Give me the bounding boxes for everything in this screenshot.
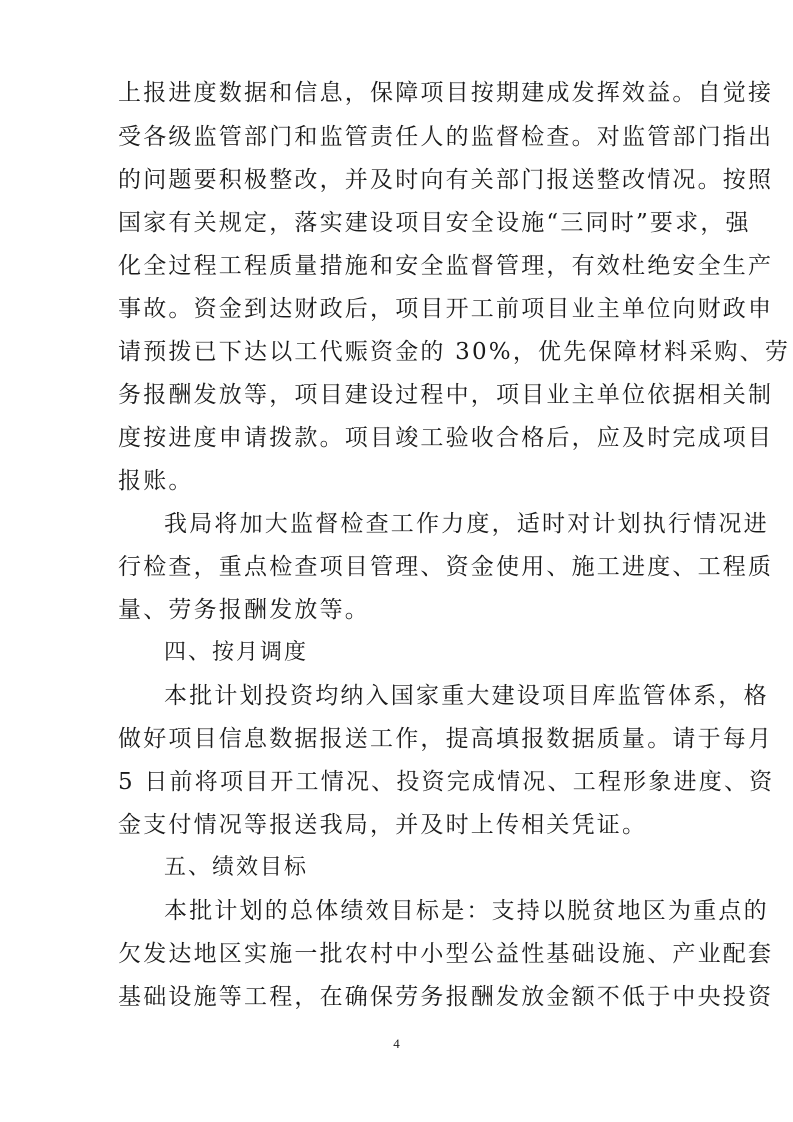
text-line: 基础设施等工程，在确保劳务报酬发放金额不低于中央投资 xyxy=(118,984,774,1010)
text-line: 本批计划投资均纳入国家重大建设项目库监管体系，格 xyxy=(164,683,769,709)
text-line: 欠发达地区实施一批农村中小型公益性基础设施、产业配套 xyxy=(118,941,774,967)
text-line: 金支付情况等报送我局，并及时上传相关凭证。 xyxy=(118,812,648,838)
text-line: 请预拨已下达以工代赈资金的 30%，优先保障材料采购、劳 xyxy=(118,339,791,365)
text-line: 5 日前将项目开工情况、投资完成情况、工程形象进度、资 xyxy=(118,769,775,795)
text-line: 本批计划的总体绩效目标是：支持以脱贫地区为重点的 xyxy=(164,898,769,924)
text-line: 报账。 xyxy=(118,468,194,494)
text-line: 事故。资金到达财政后，项目开工前项目业主单位向财政申 xyxy=(118,296,774,322)
text-line: 国家有关规定，落实建设项目安全设施“三同时”要求，强 xyxy=(118,210,751,236)
text-line: 务报酬发放等，项目建设过程中，项目业主单位依据相关制 xyxy=(118,382,774,408)
section-heading: 四、按月调度 xyxy=(164,640,309,665)
text-line: 受各级监管部门和监管责任人的监督检查。对监管部门指出 xyxy=(118,124,774,150)
text-line: 度按进度申请拨款。项目竣工验收合格后，应及时完成项目 xyxy=(118,425,774,451)
section-heading: 五、绩效目标 xyxy=(164,855,309,880)
page-number: 4 xyxy=(393,1036,400,1051)
text-line: 的问题要积极整改，并及时向有关部门报送整改情况。按照 xyxy=(118,167,774,193)
text-line: 做好项目信息数据报送工作，提高填报数据质量。请于每月 xyxy=(118,726,774,752)
text-line: 我局将加大监督检查工作力度，适时对计划执行情况进 xyxy=(164,511,769,537)
text-line: 量、劳务报酬发放等。 xyxy=(118,597,370,623)
text-line: 上报进度数据和信息，保障项目按期建成发挥效益。自觉接 xyxy=(118,80,774,106)
text-line: 行检查，重点检查项目管理、资金使用、施工进度、工程质 xyxy=(118,554,774,580)
text-line: 化全过程工程质量措施和安全监督管理，有效杜绝安全生产 xyxy=(118,253,774,279)
